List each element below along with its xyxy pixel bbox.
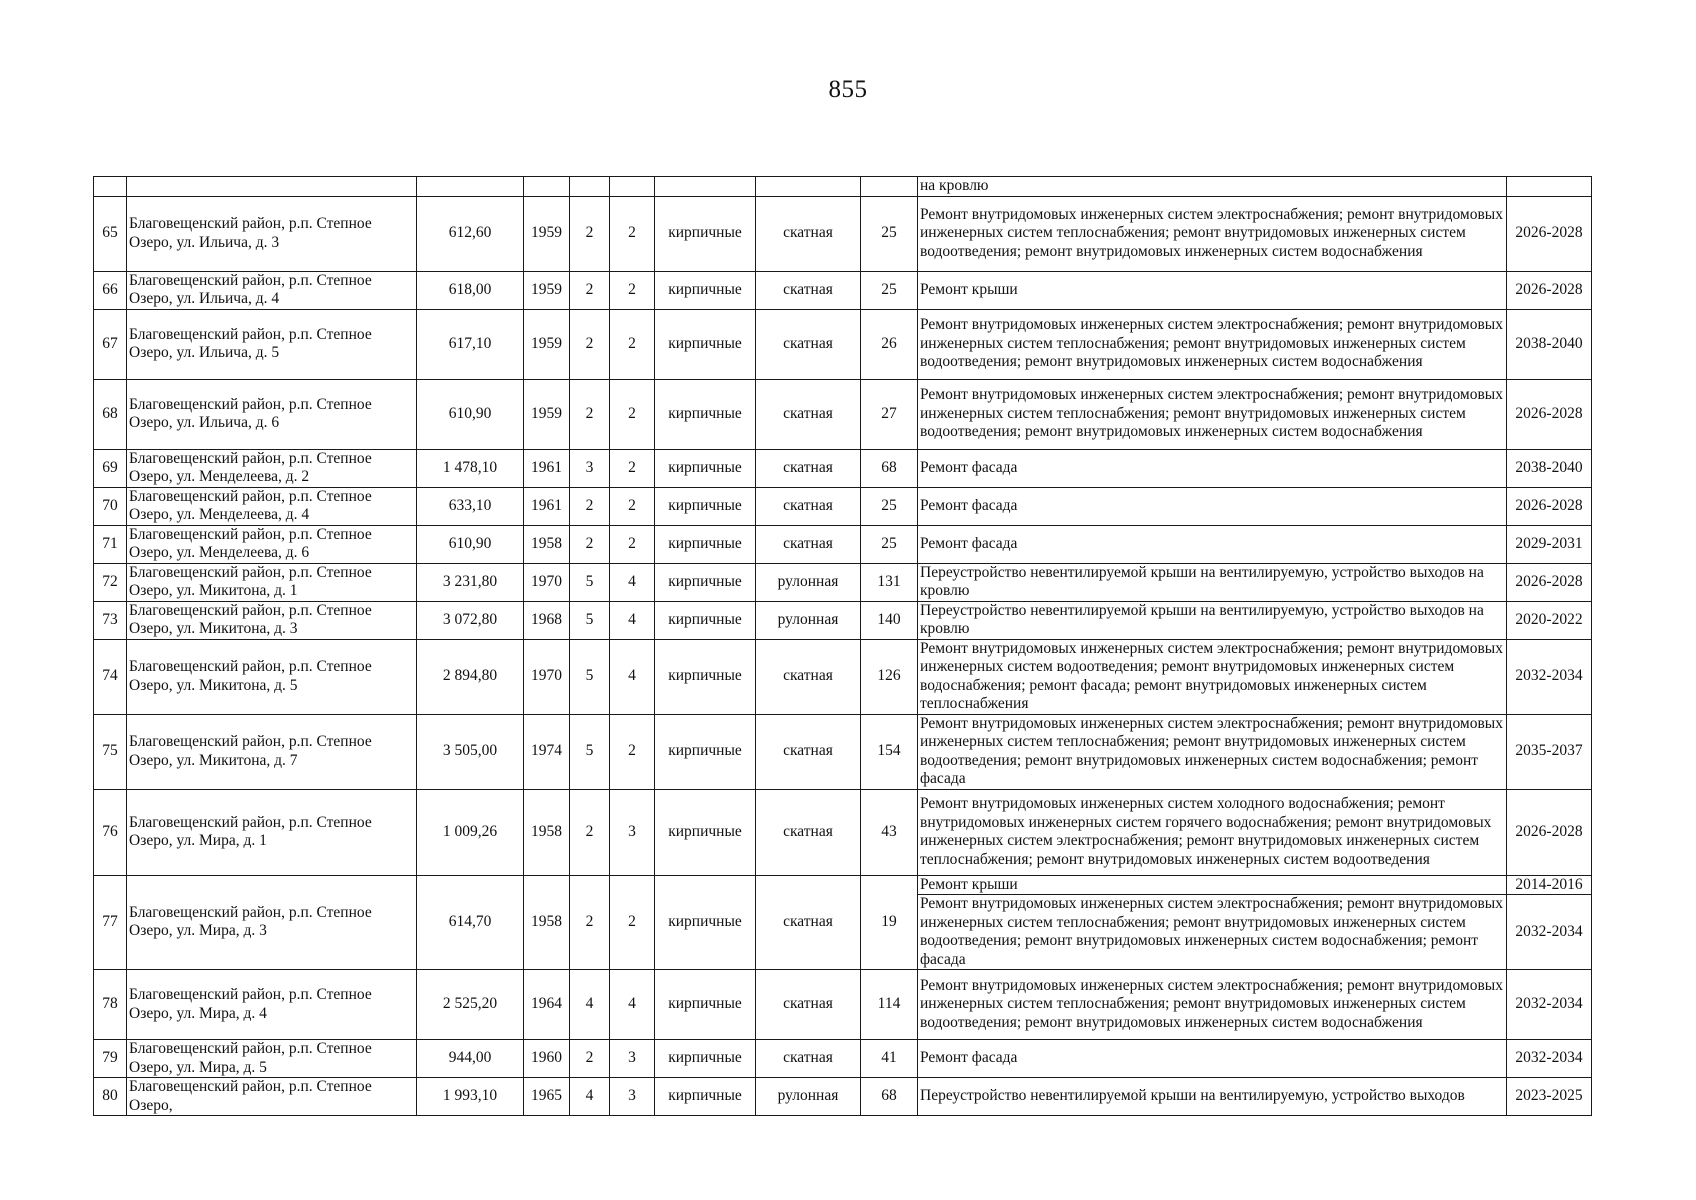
empty-cell: [127, 177, 417, 197]
empty-cell: [610, 177, 655, 197]
address-cell: Благовещенский район, р.п. Степное Озеро, ул. Менделеева, д. 4: [127, 487, 417, 525]
walls-material-cell: кирпичные: [655, 875, 756, 970]
year-cell: 1964: [524, 970, 570, 1040]
walls-material-cell: кирпичные: [655, 789, 756, 875]
period-cell: 2038-2040: [1507, 449, 1592, 487]
floors-cell: 4: [570, 970, 610, 1040]
year-cell: 1958: [524, 789, 570, 875]
table-row-continuation: [94, 177, 1592, 197]
row-number-cell: 71: [94, 525, 127, 563]
area-cell: 3 231,80: [417, 563, 524, 601]
entrances-cell: 2: [610, 714, 655, 789]
floors-cell: 2: [570, 789, 610, 875]
area-cell: 617,10: [417, 309, 524, 379]
year-cell: 1959: [524, 309, 570, 379]
area-cell: 1 009,26: [417, 789, 524, 875]
year-cell: 1959: [524, 379, 570, 449]
year-cell: 1961: [524, 487, 570, 525]
area-cell: 610,90: [417, 379, 524, 449]
period-cell: 2014-2016: [1507, 875, 1592, 895]
floors-cell: 2: [570, 875, 610, 970]
residents-cell: 27: [861, 379, 918, 449]
floors-cell: 2: [570, 271, 610, 309]
roof-type-cell: скатная: [756, 196, 861, 271]
work-description-cell: Ремонт внутридомовых инженерных систем холодного водоснабжения; ремонт внутридомовых инженерных систем горячего водоснабжения; ремонт внутридомовых инженерных систем электроснабжения; ремонт внутридомовых инженерных систем теплоснабжения; ремонт внутридомовых инженерных систем водоотведения: [918, 789, 1507, 875]
floors-cell: 5: [570, 639, 610, 714]
floors-cell: 3: [570, 449, 610, 487]
empty-cell: [861, 177, 918, 197]
roof-type-cell: скатная: [756, 789, 861, 875]
period-cell: 2032-2034: [1507, 639, 1592, 714]
entrances-cell: 2: [610, 271, 655, 309]
roof-type-cell: рулонная: [756, 563, 861, 601]
entrances-cell: 2: [610, 196, 655, 271]
area-cell: 614,70: [417, 875, 524, 970]
year-cell: 1959: [524, 271, 570, 309]
work-description-cell: Ремонт внутридомовых инженерных систем электроснабжения; ремонт внутридомовых инженерных систем теплоснабжения; ремонт внутридомовых инженерных систем водоотведения; ремонт внутридомовых инженерных систем водоснабжения: [918, 309, 1507, 379]
roof-type-cell: скатная: [756, 449, 861, 487]
floors-cell: 5: [570, 714, 610, 789]
roof-type-cell: скатная: [756, 271, 861, 309]
row-number-cell: 73: [94, 601, 127, 639]
year-cell: 1960: [524, 1040, 570, 1078]
area-cell: 944,00: [417, 1040, 524, 1078]
row-number-cell: 66: [94, 271, 127, 309]
area-cell: 610,90: [417, 525, 524, 563]
roof-type-cell: скатная: [756, 875, 861, 970]
floors-cell: 2: [570, 487, 610, 525]
address-cell: Благовещенский район, р.п. Степное Озеро,: [127, 1078, 417, 1116]
address-cell: Благовещенский район, р.п. Степное Озеро, ул. Микитона, д. 5: [127, 639, 417, 714]
entrances-cell: 3: [610, 789, 655, 875]
roof-type-cell: скатная: [756, 309, 861, 379]
floors-cell: 2: [570, 379, 610, 449]
residents-cell: 154: [861, 714, 918, 789]
address-cell: Благовещенский район, р.п. Степное Озеро, ул. Мира, д. 1: [127, 789, 417, 875]
walls-material-cell: кирпичные: [655, 271, 756, 309]
address-cell: Благовещенский район, р.п. Степное Озеро, ул. Микитона, д. 7: [127, 714, 417, 789]
table-row: [94, 449, 1592, 487]
table-row: [94, 1040, 1592, 1078]
residents-cell: 26: [861, 309, 918, 379]
walls-material-cell: кирпичные: [655, 487, 756, 525]
residents-cell: 19: [861, 875, 918, 970]
row-number-cell: 69: [94, 449, 127, 487]
work-description-cell: Ремонт фасада: [918, 449, 1507, 487]
entrances-cell: 2: [610, 309, 655, 379]
work-description-cell: Ремонт крыши: [918, 875, 1507, 895]
table-row: [94, 970, 1592, 1040]
period-cell: 2032-2034: [1507, 1040, 1592, 1078]
area-cell: 618,00: [417, 271, 524, 309]
entrances-cell: 4: [610, 601, 655, 639]
residents-cell: 114: [861, 970, 918, 1040]
entrances-cell: 4: [610, 970, 655, 1040]
period-cell: 2026-2028: [1507, 789, 1592, 875]
period-cell: 2020-2022: [1507, 601, 1592, 639]
table-row: [94, 601, 1592, 639]
walls-material-cell: кирпичные: [655, 601, 756, 639]
walls-material-cell: кирпичные: [655, 449, 756, 487]
housing-repair-table: [93, 176, 1592, 1116]
address-cell: Благовещенский район, р.п. Степное Озеро, ул. Ильича, д. 4: [127, 271, 417, 309]
address-cell: Благовещенский район, р.п. Степное Озеро, ул. Менделеева, д. 6: [127, 525, 417, 563]
table-row: [94, 271, 1592, 309]
work-description-cell: Ремонт внутридомовых инженерных систем электроснабжения; ремонт внутридомовых инженерных систем теплоснабжения; ремонт внутридомовых инженерных систем водоотведения; ремонт внутридомовых инженерных систем водоснабжения: [918, 970, 1507, 1040]
residents-cell: 68: [861, 1078, 918, 1116]
table-row: [94, 487, 1592, 525]
period-cell: 2032-2034: [1507, 970, 1592, 1040]
table-row: [94, 196, 1592, 271]
walls-material-cell: кирпичные: [655, 525, 756, 563]
work-description-cell: Ремонт внутридомовых инженерных систем электроснабжения; ремонт внутридомовых инженерных систем теплоснабжения; ремонт внутридомовых инженерных систем водоотведения; ремонт внутридомовых инженерных систем водоснабжения; ремонт фасада: [918, 714, 1507, 789]
row-number-cell: 72: [94, 563, 127, 601]
residents-cell: 131: [861, 563, 918, 601]
row-number-cell: 65: [94, 196, 127, 271]
residents-cell: 68: [861, 449, 918, 487]
period-cell: 2032-2034: [1507, 895, 1592, 970]
area-cell: 2 525,20: [417, 970, 524, 1040]
area-cell: 2 894,80: [417, 639, 524, 714]
roof-type-cell: рулонная: [756, 1078, 861, 1116]
table-row: [94, 525, 1592, 563]
year-cell: 1961: [524, 449, 570, 487]
walls-material-cell: кирпичные: [655, 196, 756, 271]
residents-cell: 25: [861, 525, 918, 563]
table-row: [94, 714, 1592, 789]
walls-material-cell: кирпичные: [655, 379, 756, 449]
address-cell: Благовещенский район, р.п. Степное Озеро, ул. Мира, д. 5: [127, 1040, 417, 1078]
area-cell: 633,10: [417, 487, 524, 525]
table-row: [94, 309, 1592, 379]
row-number-cell: 76: [94, 789, 127, 875]
year-cell: 1970: [524, 639, 570, 714]
year-cell: 1959: [524, 196, 570, 271]
empty-cell: [524, 177, 570, 197]
entrances-cell: 2: [610, 379, 655, 449]
walls-material-cell: кирпичные: [655, 1078, 756, 1116]
period-cell: 2029-2031: [1507, 525, 1592, 563]
empty-cell: [94, 177, 127, 197]
area-cell: 3 072,80: [417, 601, 524, 639]
address-cell: Благовещенский район, р.п. Степное Озеро, ул. Микитона, д. 3: [127, 601, 417, 639]
work-description-cell: Ремонт внутридомовых инженерных систем электроснабжения; ремонт внутридомовых инженерных систем теплоснабжения; ремонт внутридомовых инженерных систем водоотведения; ремонт внутридомовых инженерных систем водоснабжения; ремонт фасада: [918, 895, 1507, 970]
year-cell: 1970: [524, 563, 570, 601]
table-row: [94, 563, 1592, 601]
work-description-cell: Ремонт фасада: [918, 525, 1507, 563]
roof-type-cell: скатная: [756, 970, 861, 1040]
roof-type-cell: рулонная: [756, 601, 861, 639]
period-cell: 2026-2028: [1507, 563, 1592, 601]
residents-cell: 41: [861, 1040, 918, 1078]
work-description-cell: Ремонт внутридомовых инженерных систем электроснабжения; ремонт внутридомовых инженерных систем водоотведения; ремонт внутридомовых инженерных систем водоснабжения; ремонт фасада; ремонт внутридомовых инженерных систем теплоснабжения: [918, 639, 1507, 714]
area-cell: 1 478,10: [417, 449, 524, 487]
row-number-cell: 67: [94, 309, 127, 379]
row-number-cell: 74: [94, 639, 127, 714]
period-cell: 2026-2028: [1507, 487, 1592, 525]
walls-material-cell: кирпичные: [655, 970, 756, 1040]
floors-cell: 2: [570, 1040, 610, 1078]
roof-type-cell: скатная: [756, 525, 861, 563]
work-description-cell: Ремонт внутридомовых инженерных систем электроснабжения; ремонт внутридомовых инженерных систем теплоснабжения; ремонт внутридомовых инженерных систем водоотведения; ремонт внутридомовых инженерных систем водоснабжения: [918, 196, 1507, 271]
row-number-cell: 80: [94, 1078, 127, 1116]
residents-cell: 140: [861, 601, 918, 639]
year-cell: 1958: [524, 525, 570, 563]
roof-type-cell: скатная: [756, 1040, 861, 1078]
entrances-cell: 4: [610, 563, 655, 601]
roof-type-cell: скатная: [756, 639, 861, 714]
entrances-cell: 2: [610, 875, 655, 970]
entrances-cell: 4: [610, 639, 655, 714]
page-number: 855: [828, 76, 868, 103]
floors-cell: 5: [570, 563, 610, 601]
entrances-cell: 2: [610, 487, 655, 525]
entrances-cell: 3: [610, 1040, 655, 1078]
address-cell: Благовещенский район, р.п. Степное Озеро, ул. Ильича, д. 6: [127, 379, 417, 449]
period-cell: 2038-2040: [1507, 309, 1592, 379]
table-body: [94, 177, 1592, 1116]
area-cell: 612,60: [417, 196, 524, 271]
roof-type-cell: скатная: [756, 487, 861, 525]
entrances-cell: 2: [610, 449, 655, 487]
year-cell: 1965: [524, 1078, 570, 1116]
work-description-cell: на кровлю: [918, 177, 1507, 197]
period-cell: 2026-2028: [1507, 379, 1592, 449]
work-description-cell: Переустройство невентилируемой крыши на вентилируемую, устройство выходов на кровлю: [918, 601, 1507, 639]
floors-cell: 4: [570, 1078, 610, 1116]
address-cell: Благовещенский район, р.п. Степное Озеро, ул. Мира, д. 4: [127, 970, 417, 1040]
year-cell: 1974: [524, 714, 570, 789]
address-cell: Благовещенский район, р.п. Степное Озеро, ул. Ильича, д. 5: [127, 309, 417, 379]
address-cell: Благовещенский район, р.п. Степное Озеро, ул. Микитона, д. 1: [127, 563, 417, 601]
period-cell: 2023-2025: [1507, 1078, 1592, 1116]
row-number-cell: 68: [94, 379, 127, 449]
table-row: [94, 789, 1592, 875]
empty-cell: [417, 177, 524, 197]
work-description-cell: Ремонт фасада: [918, 487, 1507, 525]
period-cell: 2026-2028: [1507, 271, 1592, 309]
walls-material-cell: кирпичные: [655, 1040, 756, 1078]
roof-type-cell: скатная: [756, 714, 861, 789]
work-description-cell: Ремонт внутридомовых инженерных систем электроснабжения; ремонт внутридомовых инженерных систем теплоснабжения; ремонт внутридомовых инженерных систем водоотведения; ремонт внутридомовых инженерных систем водоснабжения: [918, 379, 1507, 449]
residents-cell: 43: [861, 789, 918, 875]
year-cell: 1958: [524, 875, 570, 970]
empty-cell: [655, 177, 756, 197]
row-number-cell: 75: [94, 714, 127, 789]
work-description-cell: Ремонт крыши: [918, 271, 1507, 309]
empty-cell: [756, 177, 861, 197]
floors-cell: 2: [570, 196, 610, 271]
empty-cell: [570, 177, 610, 197]
residents-cell: 25: [861, 271, 918, 309]
address-cell: Благовещенский район, р.п. Степное Озеро, ул. Менделеева, д. 2: [127, 449, 417, 487]
work-description-cell: Переустройство невентилируемой крыши на вентилируемую, устройство выходов: [918, 1078, 1507, 1116]
walls-material-cell: кирпичные: [655, 639, 756, 714]
period-cell: 2035-2037: [1507, 714, 1592, 789]
floors-cell: 2: [570, 525, 610, 563]
entrances-cell: 3: [610, 1078, 655, 1116]
residents-cell: 126: [861, 639, 918, 714]
floors-cell: 5: [570, 601, 610, 639]
entrances-cell: 2: [610, 525, 655, 563]
work-description-cell: Переустройство невентилируемой крыши на вентилируемую, устройство выходов на кровлю: [918, 563, 1507, 601]
year-cell: 1968: [524, 601, 570, 639]
period-cell: 2026-2028: [1507, 196, 1592, 271]
walls-material-cell: кирпичные: [655, 714, 756, 789]
floors-cell: 2: [570, 309, 610, 379]
address-cell: Благовещенский район, р.п. Степное Озеро, ул. Ильича, д. 3: [127, 196, 417, 271]
walls-material-cell: кирпичные: [655, 563, 756, 601]
table-row: [94, 639, 1592, 714]
work-description-cell: Ремонт фасада: [918, 1040, 1507, 1078]
residents-cell: 25: [861, 196, 918, 271]
address-cell: Благовещенский район, р.п. Степное Озеро, ул. Мира, д. 3: [127, 875, 417, 970]
table-row: [94, 1078, 1592, 1116]
table-row: [94, 379, 1592, 449]
area-cell: 1 993,10: [417, 1078, 524, 1116]
walls-material-cell: кирпичные: [655, 309, 756, 379]
roof-type-cell: скатная: [756, 379, 861, 449]
area-cell: 3 505,00: [417, 714, 524, 789]
row-number-cell: 78: [94, 970, 127, 1040]
residents-cell: 25: [861, 487, 918, 525]
empty-cell: [1507, 177, 1592, 197]
table-row: [94, 875, 1592, 895]
row-number-cell: 70: [94, 487, 127, 525]
row-number-cell: 79: [94, 1040, 127, 1078]
row-number-cell: 77: [94, 875, 127, 970]
